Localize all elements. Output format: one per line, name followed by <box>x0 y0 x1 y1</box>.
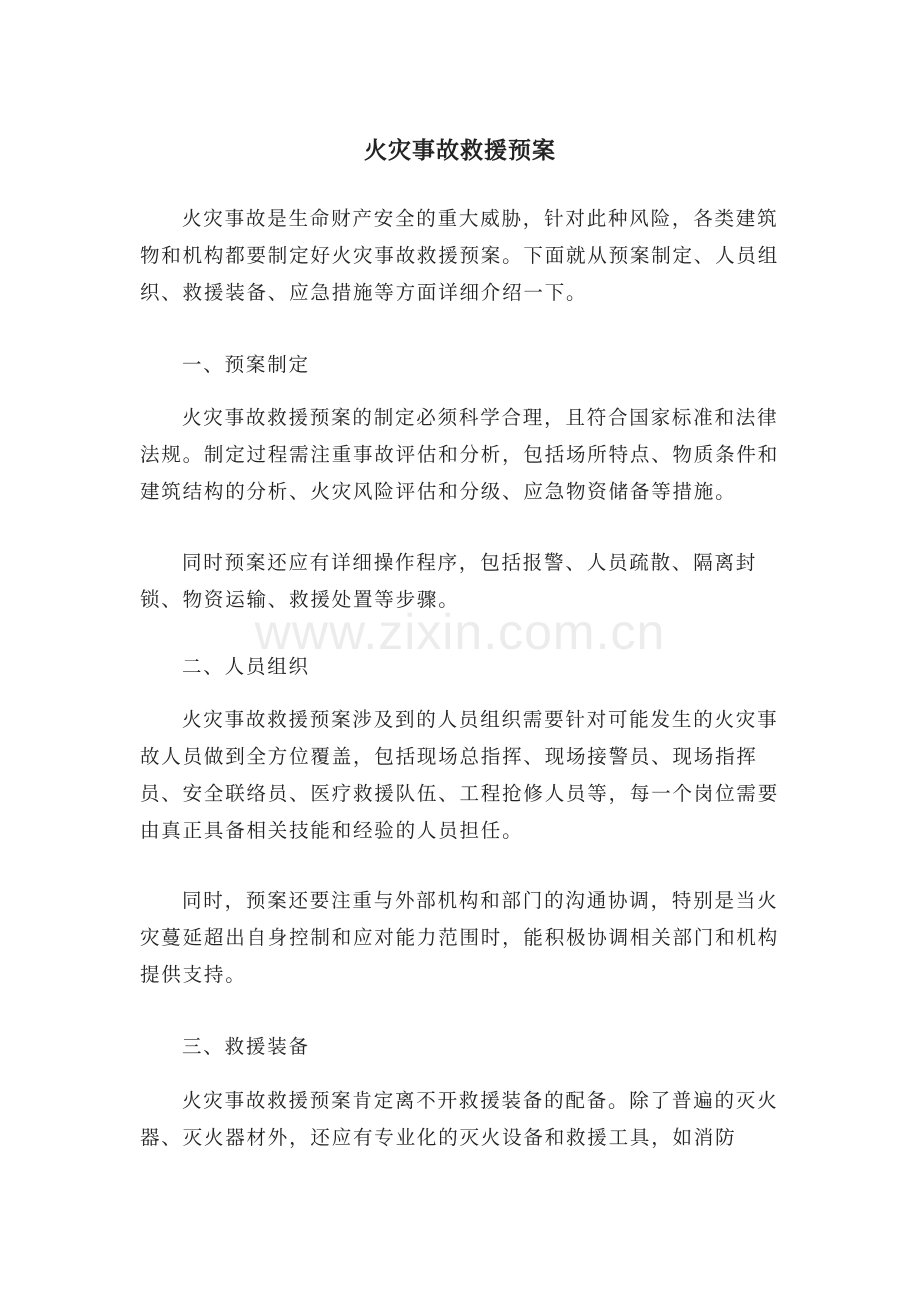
section-heading-equipment: 三、救援装备 <box>182 1035 310 1058</box>
section1-paragraph-1: 火灾事故救援预案的制定必须科学合理，且符合国家标准和法律法规。制定过程需注重事故评估和分析，包括场所特点、物质条件和建筑结构的分析、火灾风险评估和分级、应急物资储备等措施。 <box>140 406 780 503</box>
document-title: 火灾事故救援预案 <box>364 138 556 164</box>
intro-paragraph: 火灾事故是生命财产安全的重大威胁，针对此种风险，各类建筑物和机构都要制定好火灾事故救援预案。下面就从预案制定、人员组织、救援装备、应急措施等方面详细介绍一下。 <box>140 207 780 304</box>
section-heading-personnel: 二、人员组织 <box>182 655 310 678</box>
section-heading-plan: 一、预案制定 <box>182 353 310 376</box>
section2-paragraph-1: 火灾事故救援预案涉及到的人员组织需要针对可能发生的火灾事故人员做到全方位覆盖，包括现场总指挥、现场接警员、现场指挥员、安全联络员、医疗救援队伍、工程抢修人员等，每一个岗位需要由真正具备相关技能和经验的人员担任。 <box>140 708 780 842</box>
section3-paragraph-1: 火灾事故救援预案肯定离不开救援装备的配备。除了普遍的灭火器、灭火器材外，还应有专业化的灭火设备和救援工具，如消防 <box>140 1089 779 1149</box>
watermark: www.zixin.com.cn <box>254 604 666 660</box>
section2-paragraph-2: 同时，预案还要注重与外部机构和部门的沟通协调，特别是当火灾蔓延超出自身控制和应对能力范围时，能积极协调相关部门和机构提供支持。 <box>140 889 780 986</box>
section1-paragraph-2: 同时预案还应有详细操作程序，包括报警、人员疏散、隔离封锁、物资运输、救援处置等步骤。 <box>140 551 758 611</box>
